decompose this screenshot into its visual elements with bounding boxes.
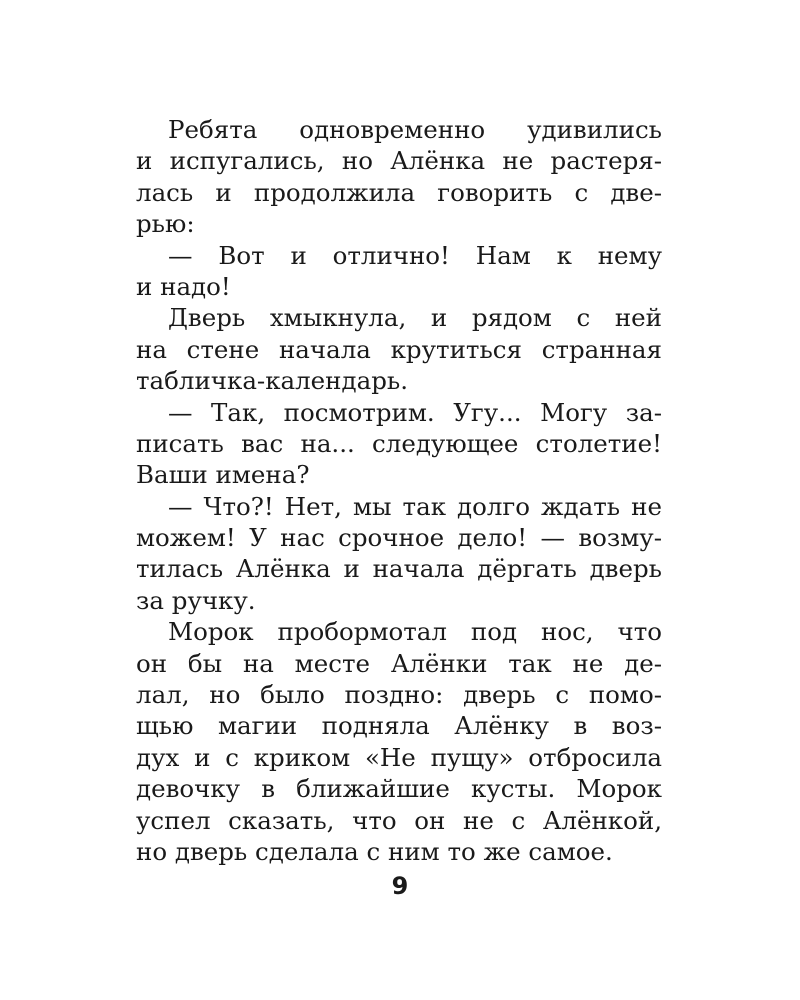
text-line: писать вас на... следующее столетие!: [136, 428, 662, 458]
text-line: Ребята одновременно удивились: [168, 115, 662, 144]
text-line: дух и с криком «Не пущу» отбросила: [136, 742, 662, 772]
text-line: девочку в ближайшие кусты. Морок: [136, 774, 662, 804]
text-line: и испугались, но Алёнка не растеря-: [136, 146, 662, 176]
text-line: табличка-календарь.: [136, 366, 409, 396]
text-line: — Так, посмотрим. Угу... Могу за-: [168, 397, 662, 427]
paragraph: [136, 114, 662, 240]
text-line: — Что?! Нет, мы так долго ждать не: [168, 491, 662, 521]
body-text: [136, 114, 662, 867]
text-line: Дверь хмыкнула, и рядом с ней: [168, 303, 662, 333]
text-line: тилась Алёнка и начала дёргать дверь: [136, 554, 662, 584]
text-line: рью:: [136, 209, 195, 239]
text-line: успел сказать, что он не с Алёнкой,: [136, 805, 662, 835]
text-line: — Вот и отлично! Нам к нему: [168, 240, 662, 270]
paragraph: [136, 240, 662, 303]
text-line: и надо!: [136, 271, 231, 301]
paragraph: [136, 302, 662, 396]
paragraph: [136, 491, 662, 617]
text-line: Ваши имена?: [136, 460, 310, 490]
text-line: щью магии подняла Алёнку в воз-: [136, 711, 662, 741]
text-line: лал, но было поздно: дверь с помо-: [136, 680, 662, 710]
text-line: за ручку.: [136, 585, 256, 615]
paragraph: [136, 616, 662, 867]
text-line: можем! У нас срочное дело! — возму-: [136, 523, 662, 553]
text-line: Морок пробормотал под нос, что: [168, 617, 662, 647]
paragraph: [136, 397, 662, 491]
page-number: 9: [391, 872, 409, 900]
text-line: но дверь сделала с ним то же самое.: [136, 836, 613, 866]
text-line: лась и продолжила говорить с две-: [136, 177, 662, 207]
text-line: на стене начала крутиться странная: [136, 334, 662, 364]
text-line: он бы на месте Алёнки так не де-: [136, 648, 662, 678]
